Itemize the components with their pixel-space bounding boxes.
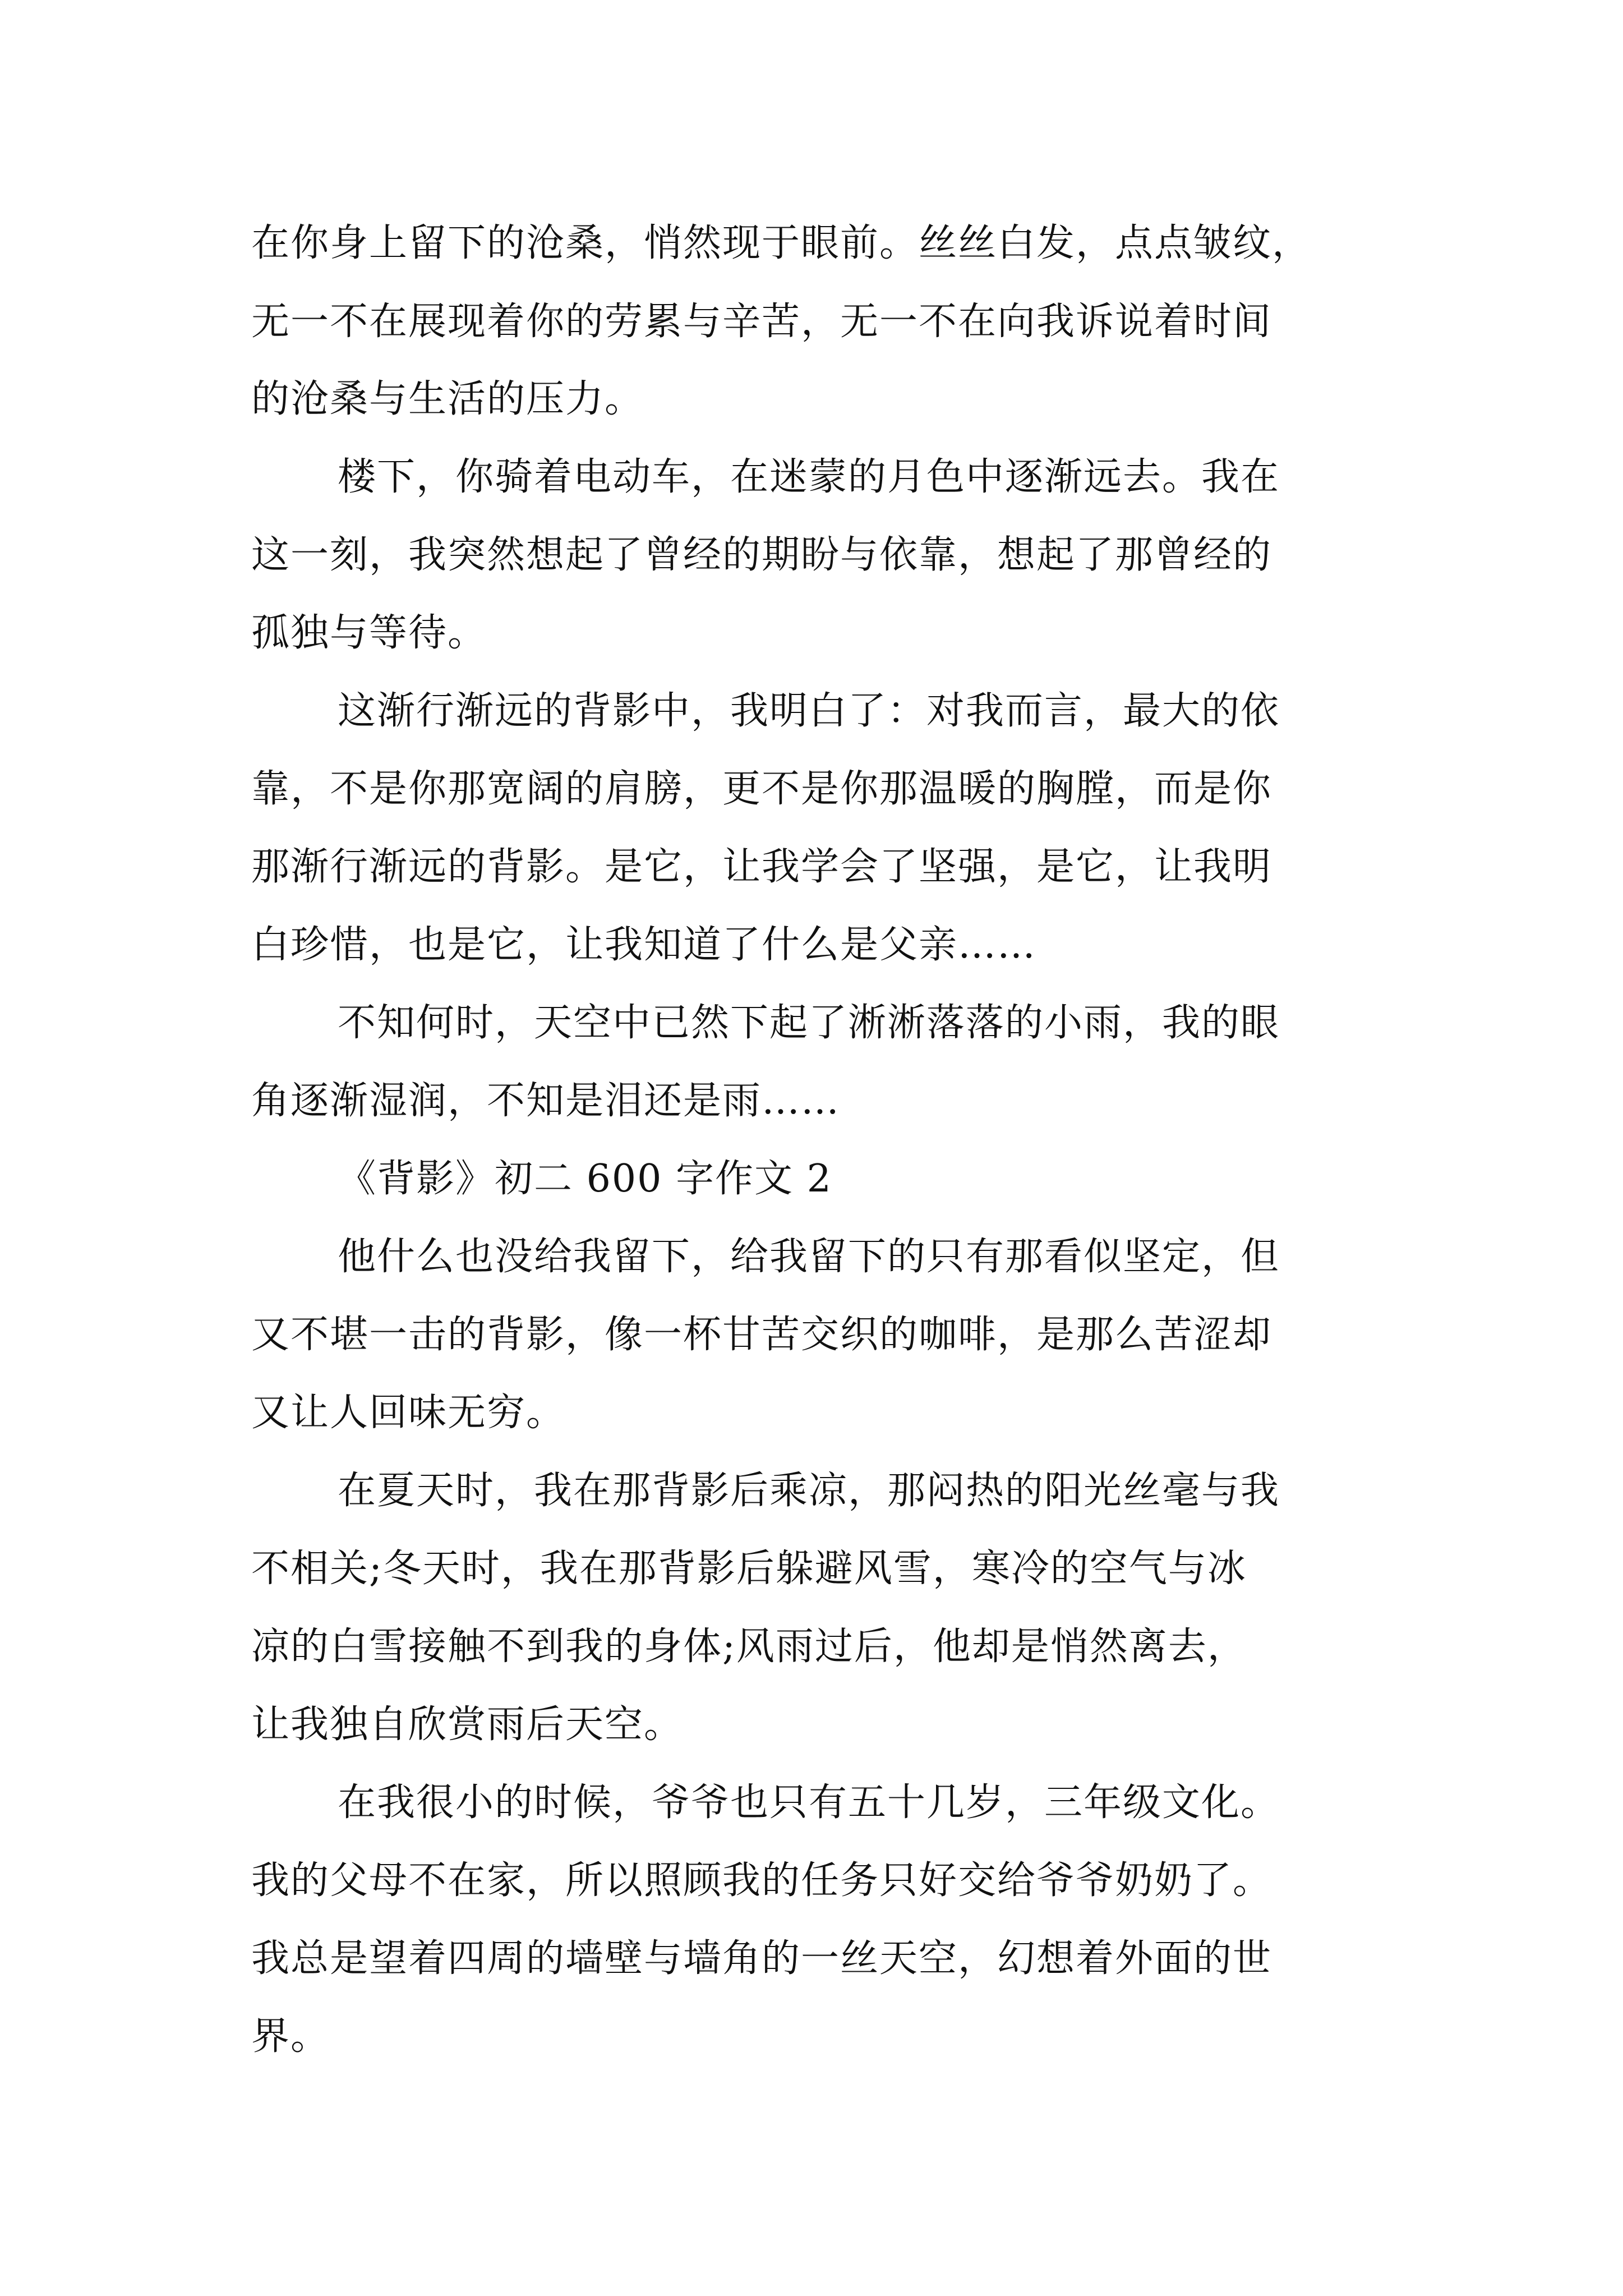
text-line: 让我独自欣赏雨后天空。 [251, 1703, 684, 1747]
text-line: 这一刻，我突然想起了曾经的期盼与依靠，想起了那曾经的 [251, 533, 1272, 577]
text-line: 楼下，你骑着电动车，在迷蒙的月色中逐渐远去。我在 [338, 455, 1280, 499]
text-line: 白珍惜，也是它，让我知道了什么是父亲…… [251, 923, 1037, 967]
section-heading: 《背影》初二 600 字作文 2 [338, 1157, 832, 1201]
text-line: 他什么也没给我留下，给我留下的只有那看似坚定，但 [338, 1235, 1280, 1279]
text-line: 不相关;冬天时，我在那背影后躲避风雪，寒冷的空气与冰 [251, 1547, 1247, 1591]
text-line: 在你身上留下的沧桑，悄然现于眼前。丝丝白发，点点皱纹， [251, 221, 1312, 265]
text-line: 的沧桑与生活的压力。 [251, 377, 644, 421]
text-line: 角逐渐湿润，不知是泪还是雨…… [251, 1079, 841, 1123]
text-line: 界。 [251, 2014, 330, 2059]
text-line: 这渐行渐远的背影中，我明白了：对我而言，最大的依 [338, 689, 1280, 733]
text-line: 在夏天时，我在那背影后乘凉，那闷热的阳光丝毫与我 [338, 1469, 1280, 1513]
text-line: 在我很小的时候，爷爷也只有五十几岁，三年级文化。 [338, 1780, 1280, 1825]
text-line: 又让人回味无穷。 [251, 1391, 566, 1435]
text-line: 我的父母不在家，所以照顾我的任务只好交给爷爷奶奶了。 [251, 1858, 1272, 1903]
text-line: 我总是望着四周的墙壁与墙角的一丝天空，幻想着外面的世 [251, 1936, 1272, 1981]
text-line: 凉的白雪接触不到我的身体;风雨过后，他却是悄然离去， [251, 1625, 1247, 1669]
text-line: 孤独与等待。 [251, 611, 487, 655]
text-line: 靠，不是你那宽阔的肩膀，更不是你那温暖的胸膛，而是你 [251, 767, 1272, 811]
text-line: 那渐行渐远的背影。是它，让我学会了坚强，是它，让我明 [251, 845, 1272, 889]
text-line: 不知何时，天空中已然下起了淅淅落落的小雨，我的眼 [338, 1001, 1280, 1045]
text-line: 无一不在展现着你的劳累与辛苦，无一不在向我诉说着时间 [251, 300, 1272, 344]
text-line: 又不堪一击的背影，像一杯甘苦交织的咖啡，是那么苦涩却 [251, 1313, 1272, 1357]
